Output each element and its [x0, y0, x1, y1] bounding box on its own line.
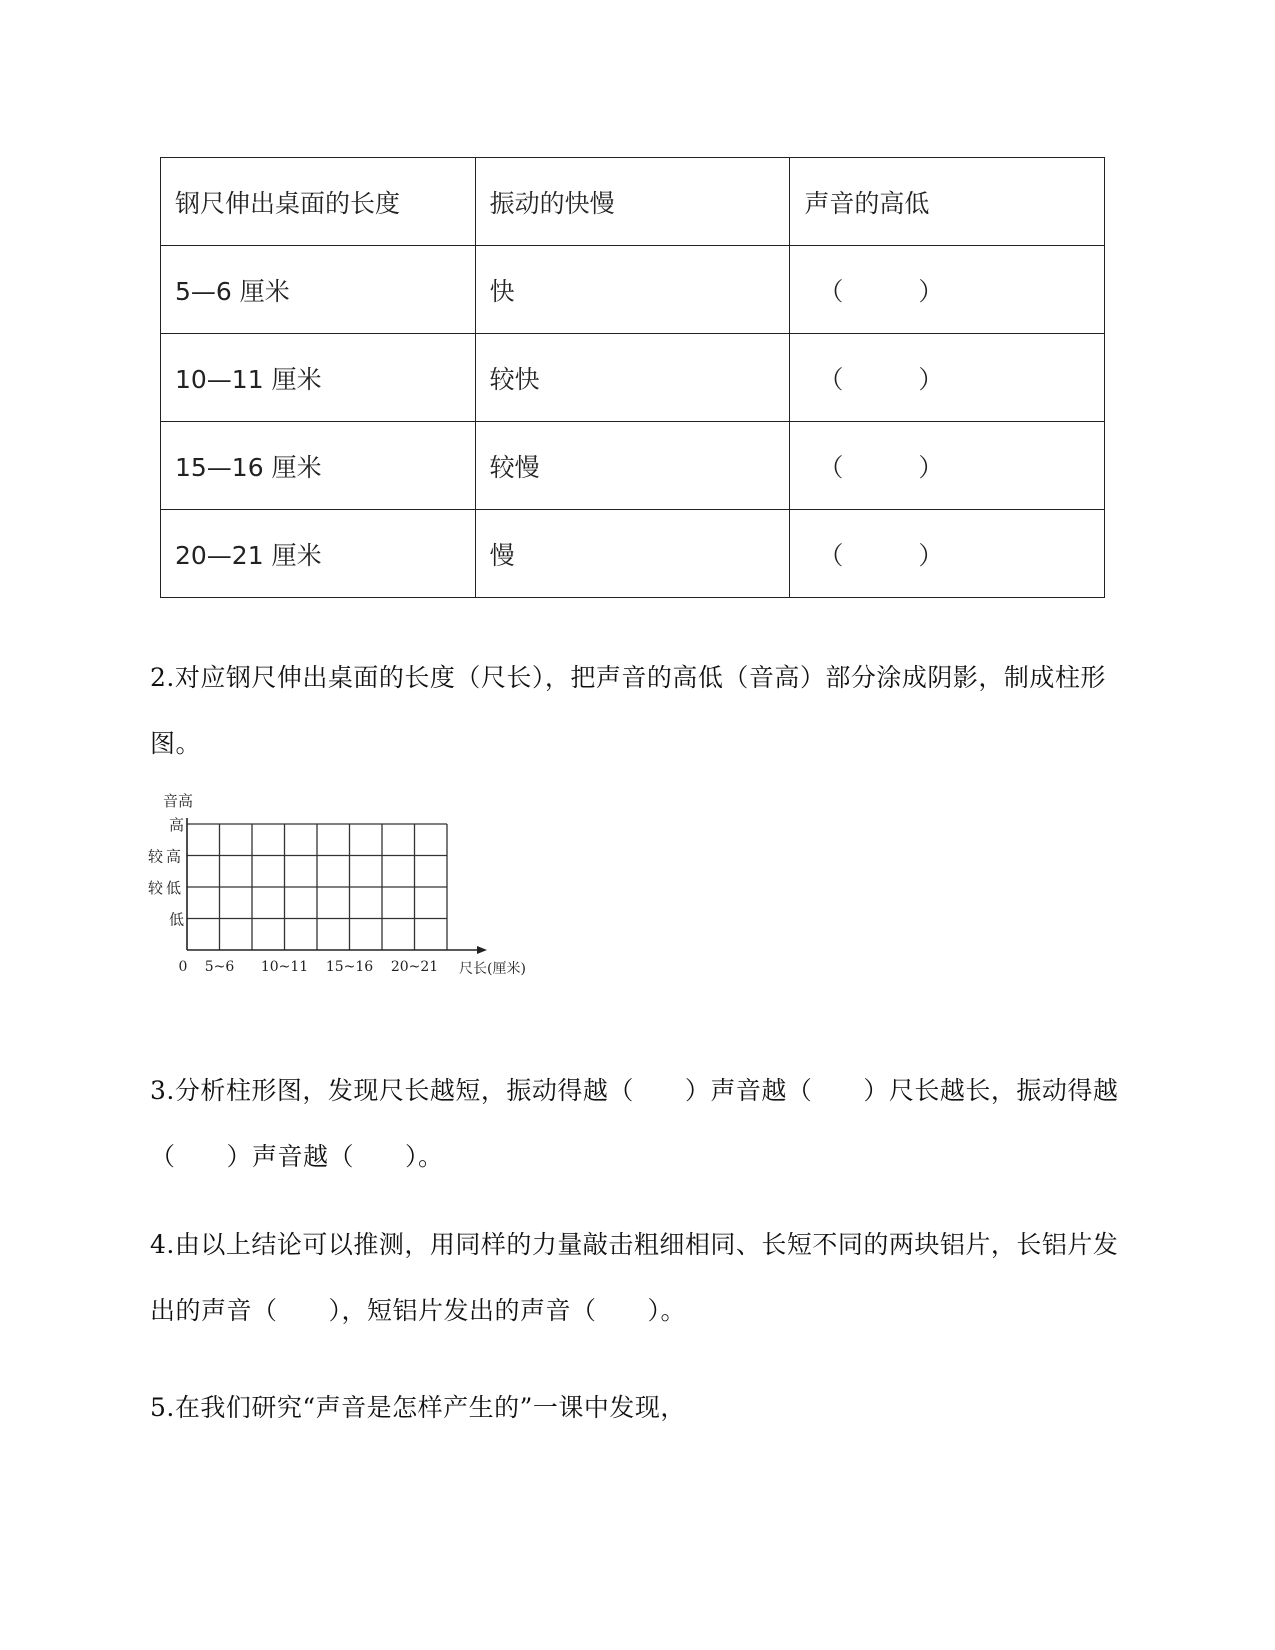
table-row — [161, 334, 1105, 422]
x-tick-label: 10~11 — [260, 959, 309, 975]
table-row — [161, 422, 1105, 510]
cell-length: 10—11 厘米 — [161, 334, 476, 422]
question-4: 4.由以上结论可以推测，用同样的力量敲击粗细相同、长短不同的两块铝片，长铝片发出的声音（ ），短铝片发出的声音（ ）。 — [150, 1230, 1119, 1325]
pitch-blank: （ ） — [818, 276, 944, 306]
header-length: 钢尺伸出桌面的长度 — [161, 158, 476, 246]
y-tick-label: 低 — [168, 910, 184, 929]
pitch-blank: （ ） — [818, 364, 944, 394]
cell-length: 15—16 厘米 — [161, 422, 476, 510]
question-3: 3.分析柱形图，发现尺长越短，振动得越（ ）声音越（ ）尺长越长，振动得越（ ）声音越（ ）。 — [150, 1076, 1119, 1171]
header-speed: 振动的快慢 — [475, 158, 790, 246]
cell-speed: 较快 — [475, 334, 790, 422]
cell-pitch-blank[interactable] — [790, 334, 1105, 422]
pitch-blank: （ ） — [818, 452, 944, 482]
table-row — [161, 510, 1105, 598]
question-2: 2.对应钢尺伸出桌面的长度（尺长），把声音的高低（音高）部分涂成阴影，制成柱形图。 — [150, 663, 1106, 758]
cell-pitch-blank[interactable] — [790, 422, 1105, 510]
header-pitch: 声音的高低 — [790, 158, 1105, 246]
cell-speed: 慢 — [475, 510, 790, 598]
pitch-bar-chart-grid[interactable] — [140, 792, 600, 1024]
cell-length: 5—6 厘米 — [161, 246, 476, 334]
y-tick-label: 较高 — [147, 847, 184, 866]
cell-speed: 较慢 — [475, 422, 790, 510]
y-axis-title: 音高 — [163, 792, 194, 810]
question-5: 5.在我们研究“声音是怎样产生的”一课中发现， — [150, 1393, 686, 1422]
cell-speed: 快 — [475, 246, 790, 334]
x-origin-label: 0 — [178, 959, 188, 975]
x-axis-arrow — [477, 946, 487, 954]
y-tick-label: 较低 — [147, 879, 184, 897]
cell-pitch-blank[interactable] — [790, 510, 1105, 598]
x-axis-title: 尺长(厘米) — [459, 961, 526, 977]
chart-grid — [187, 824, 447, 950]
ruler-experiment-table — [160, 157, 1105, 598]
cell-length: 20—21 厘米 — [161, 510, 476, 598]
x-tick-label: 15~16 — [325, 959, 374, 975]
pitch-blank: （ ） — [818, 540, 944, 570]
cell-pitch-blank[interactable] — [790, 246, 1105, 334]
x-tick-label: 20~21 — [390, 959, 439, 975]
table-header-row — [161, 158, 1105, 246]
x-tick-label: 5~6 — [204, 959, 235, 975]
table-row — [161, 246, 1105, 334]
y-tick-label: 高 — [168, 816, 184, 834]
chart-axes — [187, 818, 487, 954]
